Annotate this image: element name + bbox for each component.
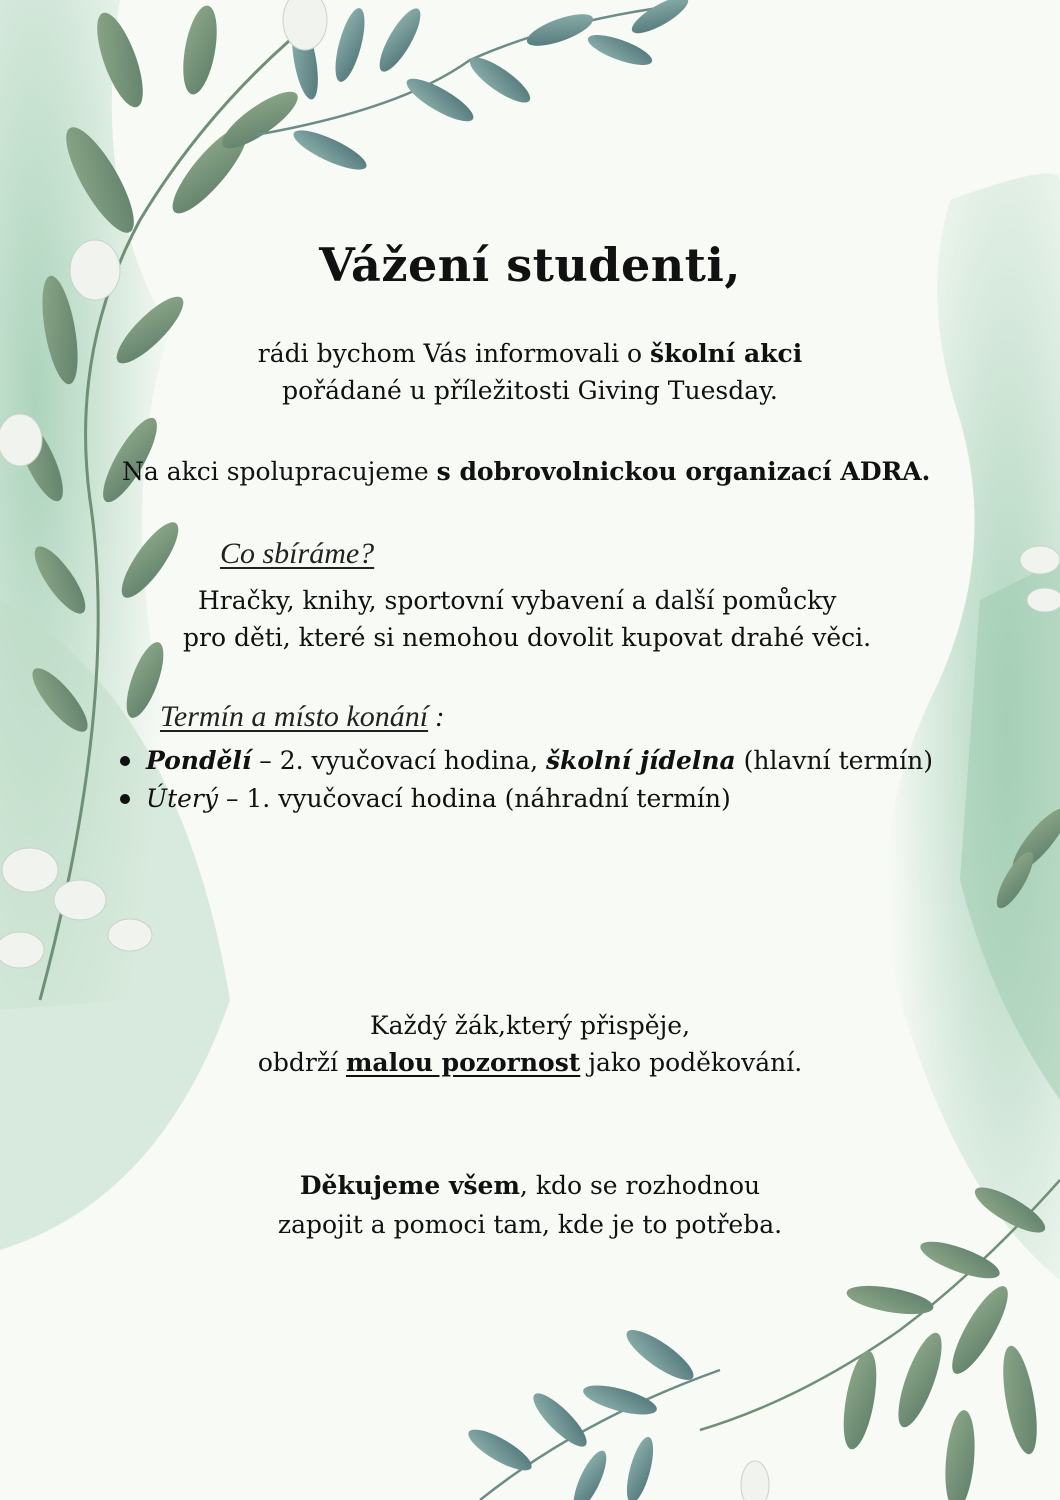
collect-line-2: pro děti, které si nemohou dovolit kupovat drahé věci.	[183, 623, 872, 652]
schedule-title: Termín a místo konání	[160, 700, 429, 733]
collect-line-1: Hračky, knihy, sportovní vybavení a další pomůcky	[198, 586, 837, 615]
bullet-icon	[120, 756, 130, 766]
intro-line-2: pořádané u příležitosti Giving Tuesday.	[282, 376, 778, 405]
partner-line	[122, 453, 930, 490]
schedule-title-suffix: :	[428, 702, 445, 733]
schedule-item	[116, 780, 933, 818]
partner-bold: s dobrovolnickou organizací ADRA.	[436, 457, 931, 486]
thanks-text: , kdo se rozhodnou	[519, 1171, 761, 1200]
partner-text: Na akci spolupracujeme	[122, 457, 437, 486]
reward-text: obdrží	[257, 1048, 346, 1077]
collect-heading: Co sbíráme?	[220, 537, 375, 570]
schedule-day: Pondělí	[146, 746, 252, 775]
schedule-item	[116, 742, 933, 780]
intro-text: rádi bychom Vás informovali o	[257, 339, 651, 368]
intro-bold: školní akci	[650, 339, 803, 368]
page-title: Vážení studenti,	[319, 238, 741, 292]
bullet-icon	[120, 794, 130, 804]
schedule-place: školní jídelna	[545, 746, 736, 775]
intro-line-1	[0, 335, 1060, 372]
reward-suffix: jako poděkování.	[580, 1048, 803, 1077]
schedule-text: – 1. vyučovací hodina (náhradní termín)	[218, 784, 731, 813]
reward-line-1: Každý žák,který přispěje,	[369, 1011, 691, 1040]
schedule-list	[116, 742, 933, 818]
schedule-heading	[160, 700, 444, 734]
thanks-line-1	[0, 1167, 1060, 1204]
thanks-bold: Děkujeme všem	[299, 1171, 520, 1200]
reward-line-2	[0, 1044, 1060, 1081]
reward-bold: malou pozornost	[345, 1048, 581, 1077]
thanks-line-2: zapojit a pomoci tam, kde je to potřeba.	[277, 1210, 783, 1239]
schedule-day: Úterý	[146, 784, 218, 813]
schedule-text: – 2. vyučovací hodina,	[251, 746, 546, 775]
schedule-note: (hlavní termín)	[735, 746, 933, 775]
